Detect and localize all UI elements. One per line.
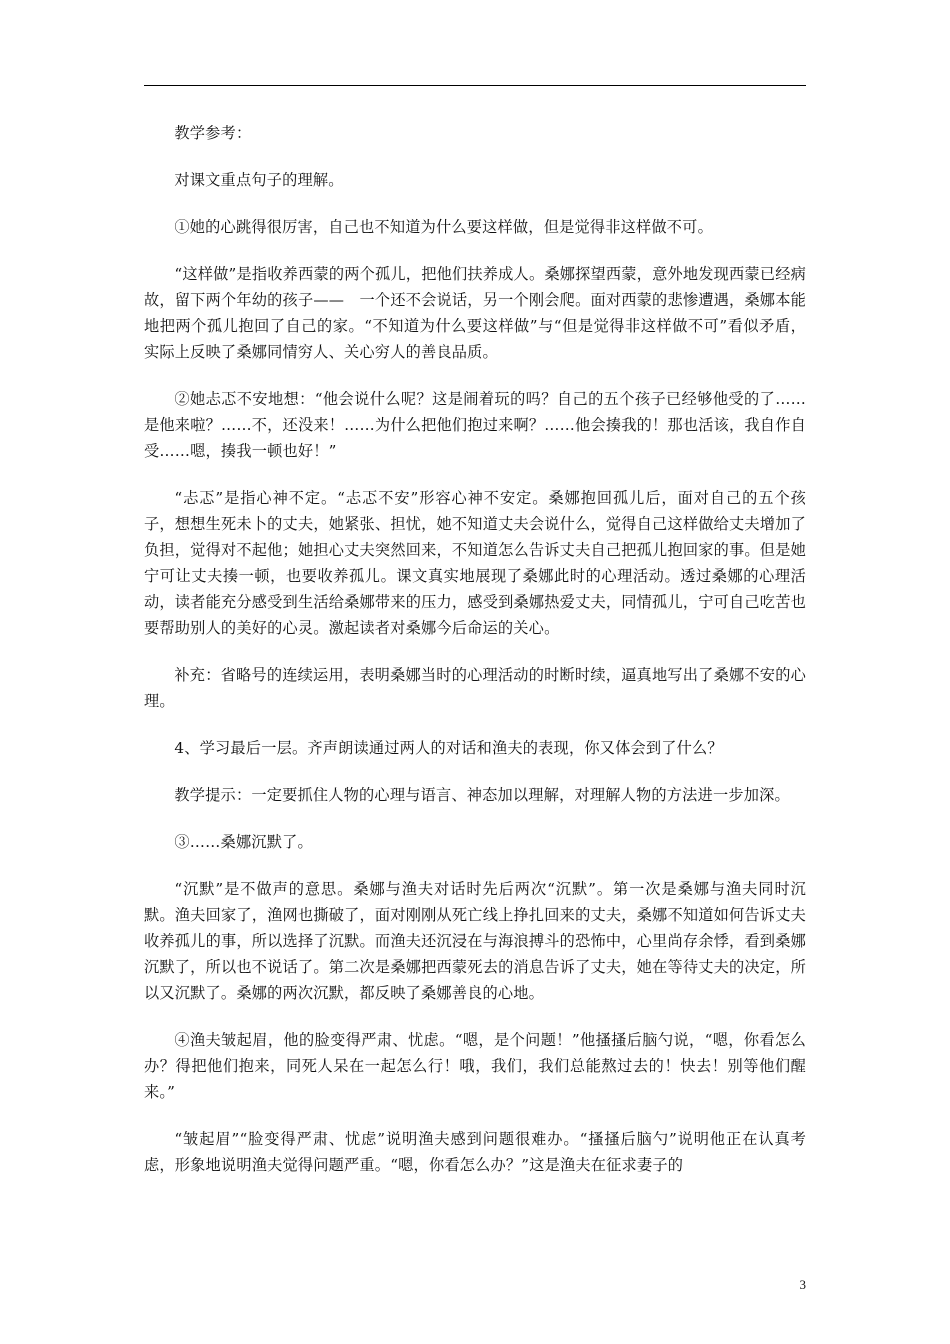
paragraph-analysis-1: “这样做”是指收养西蒙的两个孤儿，把他们扶养成人。桑娜探望西蒙，意外地发现西蒙已经病故，留下两个年幼的孩子—— 一个还不会说话，另一个刚会爬。面对西蒙的悲惨遭遇，桑娜本能地把两个孤儿抱回了自己的家。“不知道为什么要这样做”与“但是觉得非这样做不可”看似矛盾，实际上反映了桑娜同情穷人、关心穷人的善良品质。 [144, 265, 806, 361]
paragraph-teaching-reference: 教学参考： [174, 124, 252, 142]
header-rule [144, 85, 806, 86]
paragraph-quote-4: ④渔夫皱起眉，他的脸变得严肃、忧虑。“嗯，是个问题！”他搔搔后脑勺说，“嗯，你看怎么办？得把他们抱来，同死人呆在一起怎么行！哦，我们，我们总能熬过去的！快去！别等他们醒来。” [144, 1031, 806, 1101]
paragraph-quote-1: ①她的心跳得很厉害，自己也不知道为什么要这样做，但是觉得非这样做不可。 [174, 218, 713, 236]
paragraph-teaching-tip: 教学提示：一定要抓住人物的心理与语言、神态加以理解，对理解人物的方法进一步加深。 [174, 786, 790, 804]
paragraph-quote-2: ②她忐忑不安地想：“他会说什么呢？这是闹着玩的吗？自己的五个孩子已经够他受的了……是他来啦？……不，还没来！……为什么把他们抱过来啊？……他会揍我的！那也活该，我自作自受……嗯，揍我一顿也好！” [144, 390, 806, 460]
document-body [144, 120, 806, 1199]
paragraph-key-sentences: 对课文重点句子的理解。 [174, 171, 344, 189]
paragraph-analysis-4: “皱起眉”“脸变得严肃、忧虑”说明渔夫感到问题很难办。“搔搔后脑勺”说明他正在认真考虑，形象地说明渔夫觉得问题严重。“嗯，你看怎么办？”这是渔夫在征求妻子的 [144, 1130, 806, 1174]
paragraph-analysis-3: “沉默”是不做声的意思。桑娜与渔夫对话时先后两次“沉默”。第一次是桑娜与渔夫同时沉默。渔夫回家了，渔网也撕破了，面对刚刚从死亡线上挣扎回来的丈夫，桑娜不知道如何告诉丈夫收养孤儿的事，所以选择了沉默。而渔夫还沉浸在与海浪搏斗的恐怖中，心里尚存余悸，看到桑娜沉默了，所以也不说话了。第二次是桑娜把西蒙死去的消息告诉了丈夫，她在等待丈夫的决定，所以又沉默了。桑娜的两次沉默，都反映了桑娜善良的心地。 [144, 880, 806, 1002]
paragraph-step-4: 4、学习最后一层。齐声朗读通过两人的对话和渔夫的表现，你又体会到了什么？ [174, 739, 723, 757]
paragraph-analysis-2: “忐忑”是指心神不定。“忐忑不安”形容心神不安定。桑娜抱回孤儿后，面对自己的五个孩子，想想生死未卜的丈夫，她紧张、担忧，她不知道丈夫会说什么，觉得自己这样做给丈夫增加了负担，觉得对不起他；她担心丈夫突然回来，不知道怎么告诉丈夫自己把孤儿抱回家的事。但是她宁可让丈夫揍一顿，也要收养孤儿。课文真实地展现了桑娜此时的心理活动。透过桑娜的心理活动，读者能充分感受到生活给桑娜带来的压力，感受到桑娜热爱丈夫，同情孤儿，宁可自己吃苦也要帮助别人的美好的心灵。激起读者对桑娜今后命运的关心。 [144, 489, 806, 637]
paragraph-supplement: 补充：省略号的连续运用，表明桑娜当时的心理活动的时断时续，逼真地写出了桑娜不安的心理。 [144, 666, 806, 710]
page-number: 3 [799, 1277, 806, 1292]
paragraph-quote-3: ③……桑娜沉默了。 [174, 833, 313, 851]
